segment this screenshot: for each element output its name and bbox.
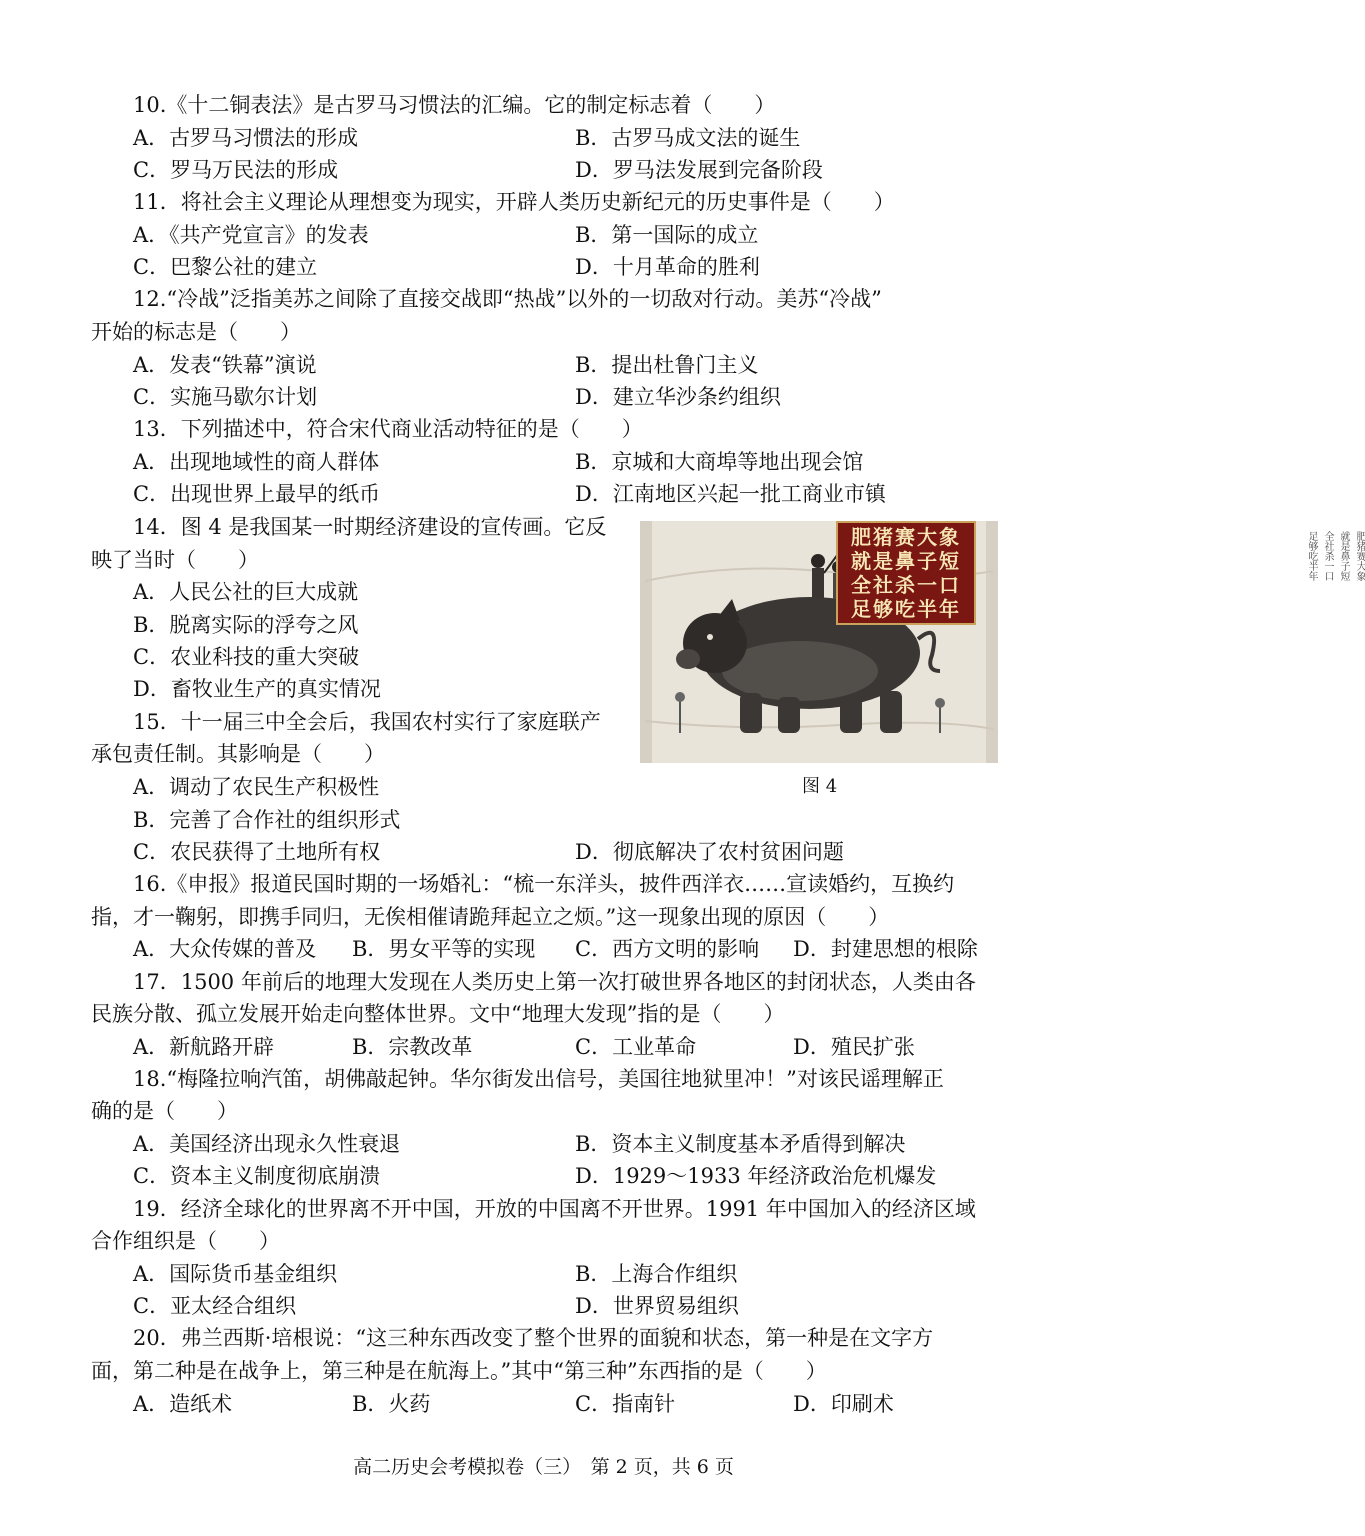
q12-option-a: A．发表“铁幕”演说 [133,353,317,377]
q12-option-c: C．实施马歇尔计划 [133,385,318,409]
question-19-stem-cont: 合作组织是（ ） [91,1229,280,1253]
q20-option-b: B．火药 [352,1392,431,1416]
q16-option-d: D．封建思想的根除 [793,937,978,961]
question-12-stem: 12.“冷战”泛指美苏之间除了直接交战即“热战”以外的一切敌对行动。美苏“冷战” [133,287,882,311]
q17-option-a: A．新航路开辟 [133,1035,275,1059]
question-16-stem-cont: 指，才一鞠躬，即携手同归，无俟相催请跪拜起立之烦。”这一现象出现的原因（ ） [91,905,890,929]
poster-side-line-2: 就是鼻子短 [1338,531,1349,581]
question-20-stem-cont: 面，第二种是在战争上，第三种是在航海上。”其中“第三种”东西指的是（ ） [91,1359,827,1383]
banner-line-1: 肥猪赛大象 [851,525,961,549]
question-14-stem-cont: 映了当时（ ） [91,548,259,572]
question-13-stem: 13．下列描述中，符合宋代商业活动特征的是（ ） [133,417,643,441]
poster-side-line-1: 肥猪赛大象 [1354,531,1365,581]
q12-option-b: B．提出杜鲁门主义 [575,353,759,377]
poster-side-text [1295,531,1365,601]
q15-option-c: C．农民获得了土地所有权 [133,840,381,864]
q18-option-d: D．1929～1933 年经济政治危机爆发 [575,1164,937,1188]
question-18-stem-cont: 确的是（ ） [91,1099,238,1123]
q14-option-c: C．农业科技的重大突破 [133,645,360,669]
question-14-stem: 14．图 4 是我国某一时期经济建设的宣传画。它反 [133,515,607,539]
q10-option-c: C．罗马万民法的形成 [133,158,339,182]
question-18-stem: 18.“梅隆拉响汽笛，胡佛敲起钟。华尔街发出信号，美国往地狱里冲！”对该民谣理解正 [133,1067,944,1091]
banner-line-4: 足够吃半年 [851,597,961,621]
question-12-stem-cont: 开始的标志是（ ） [91,320,301,344]
question-15-stem-cont: 承包责任制。其影响是（ ） [91,742,385,766]
q14-option-b: B．脱离实际的浮夸之风 [133,613,359,637]
q13-option-b: B．京城和大商埠等地出现会馆 [575,450,864,474]
question-17-stem: 17．1500 年前后的地理大发现在人类历史上第一次打破世界各地区的封闭状态，人类由各 [133,970,976,994]
question-20-stem: 20．弗兰西斯·培根说：“这三种东西改变了整个世界的面貌和状态，第一种是在文字方 [133,1326,934,1350]
poster-slogan-banner [836,521,976,625]
q11-option-b: B．第一国际的成立 [575,223,759,247]
q16-option-c: C．西方文明的影响 [575,937,760,961]
q15-option-d: D．彻底解决了农村贫困问题 [575,840,844,864]
q13-option-d: D．江南地区兴起一批工商业市镇 [575,482,886,506]
q19-option-b: B．上海合作组织 [575,1262,738,1286]
q11-option-d: D．十月革命的胜利 [575,255,760,279]
q10-option-a: A．古罗马习惯法的形成 [133,126,359,150]
q12-option-d: D．建立华沙条约组织 [575,385,781,409]
q16-option-b: B．男女平等的实现 [352,937,536,961]
question-19-stem: 19．经济全球化的世界离不开中国，开放的中国离不开世界。1991 年中国加入的经济区域 [133,1197,976,1221]
q19-option-d: D．世界贸易组织 [575,1294,739,1318]
question-15-stem: 15．十一届三中全会后，我国农村实行了家庭联产 [133,710,601,734]
q17-option-b: B．宗教改革 [352,1035,473,1059]
q13-option-c: C．出现世界上最早的纸币 [133,482,381,506]
q11-option-a: A．《共产党宣言》的发表 [133,223,369,247]
banner-line-2: 就是鼻子短 [851,549,961,573]
q14-option-d: D．畜牧业生产的真实情况 [133,677,381,701]
banner-line-3: 全社杀一口 [851,573,961,597]
q17-option-d: D．殖民扩张 [793,1035,915,1059]
q10-option-d: D．罗马法发展到完备阶段 [575,158,823,182]
poster-side-line-3: 全社杀一口 [1322,531,1333,581]
q10-option-b: B．古罗马成文法的诞生 [575,126,801,150]
q16-option-a: A．大众传媒的普及 [133,937,317,961]
figure-caption: 图 4 [802,776,838,797]
poster-side-line-4: 足够吃半年 [1306,531,1317,581]
q11-option-c: C．巴黎公社的建立 [133,255,318,279]
q15-option-b: B．完善了合作社的组织形式 [133,808,401,832]
q15-option-a: A．调动了农民生产积极性 [133,775,380,799]
q20-option-c: C．指南针 [575,1392,676,1416]
q18-option-b: B．资本主义制度基本矛盾得到解决 [575,1132,906,1156]
q18-option-c: C．资本主义制度彻底崩溃 [133,1164,381,1188]
question-11-stem: 11．将社会主义理论从理想变为现实，开辟人类历史新纪元的历史事件是（ ） [133,190,895,214]
q18-option-a: A．美国经济出现永久性衰退 [133,1132,401,1156]
q13-option-a: A．出现地域性的商人群体 [133,450,380,474]
question-10-stem: 10.《十二铜表法》是古罗马习惯法的汇编。它的制定标志着（ ） [133,93,776,117]
q14-option-a: A．人民公社的巨大成就 [133,580,359,604]
q20-option-d: D．印刷术 [793,1392,894,1416]
q17-option-c: C．工业革命 [575,1035,697,1059]
figure-4-propaganda-poster [640,521,1365,763]
question-16-stem: 16.《申报》报道民国时期的一场婚礼：“梳一东洋头，披件西洋衣……宣读婚约，互换约 [133,872,955,896]
q19-option-a: A．国际货币基金组织 [133,1262,338,1286]
q20-option-a: A．造纸术 [133,1392,233,1416]
question-17-stem-cont: 民族分散、孤立发展开始走向整体世界。文中“地理大发现”指的是（ ） [91,1002,785,1026]
q19-option-c: C．亚太经合组织 [133,1294,297,1318]
page-footer: 高二历史会考模拟卷（三） 第 2 页，共 6 页 [353,1456,734,1478]
